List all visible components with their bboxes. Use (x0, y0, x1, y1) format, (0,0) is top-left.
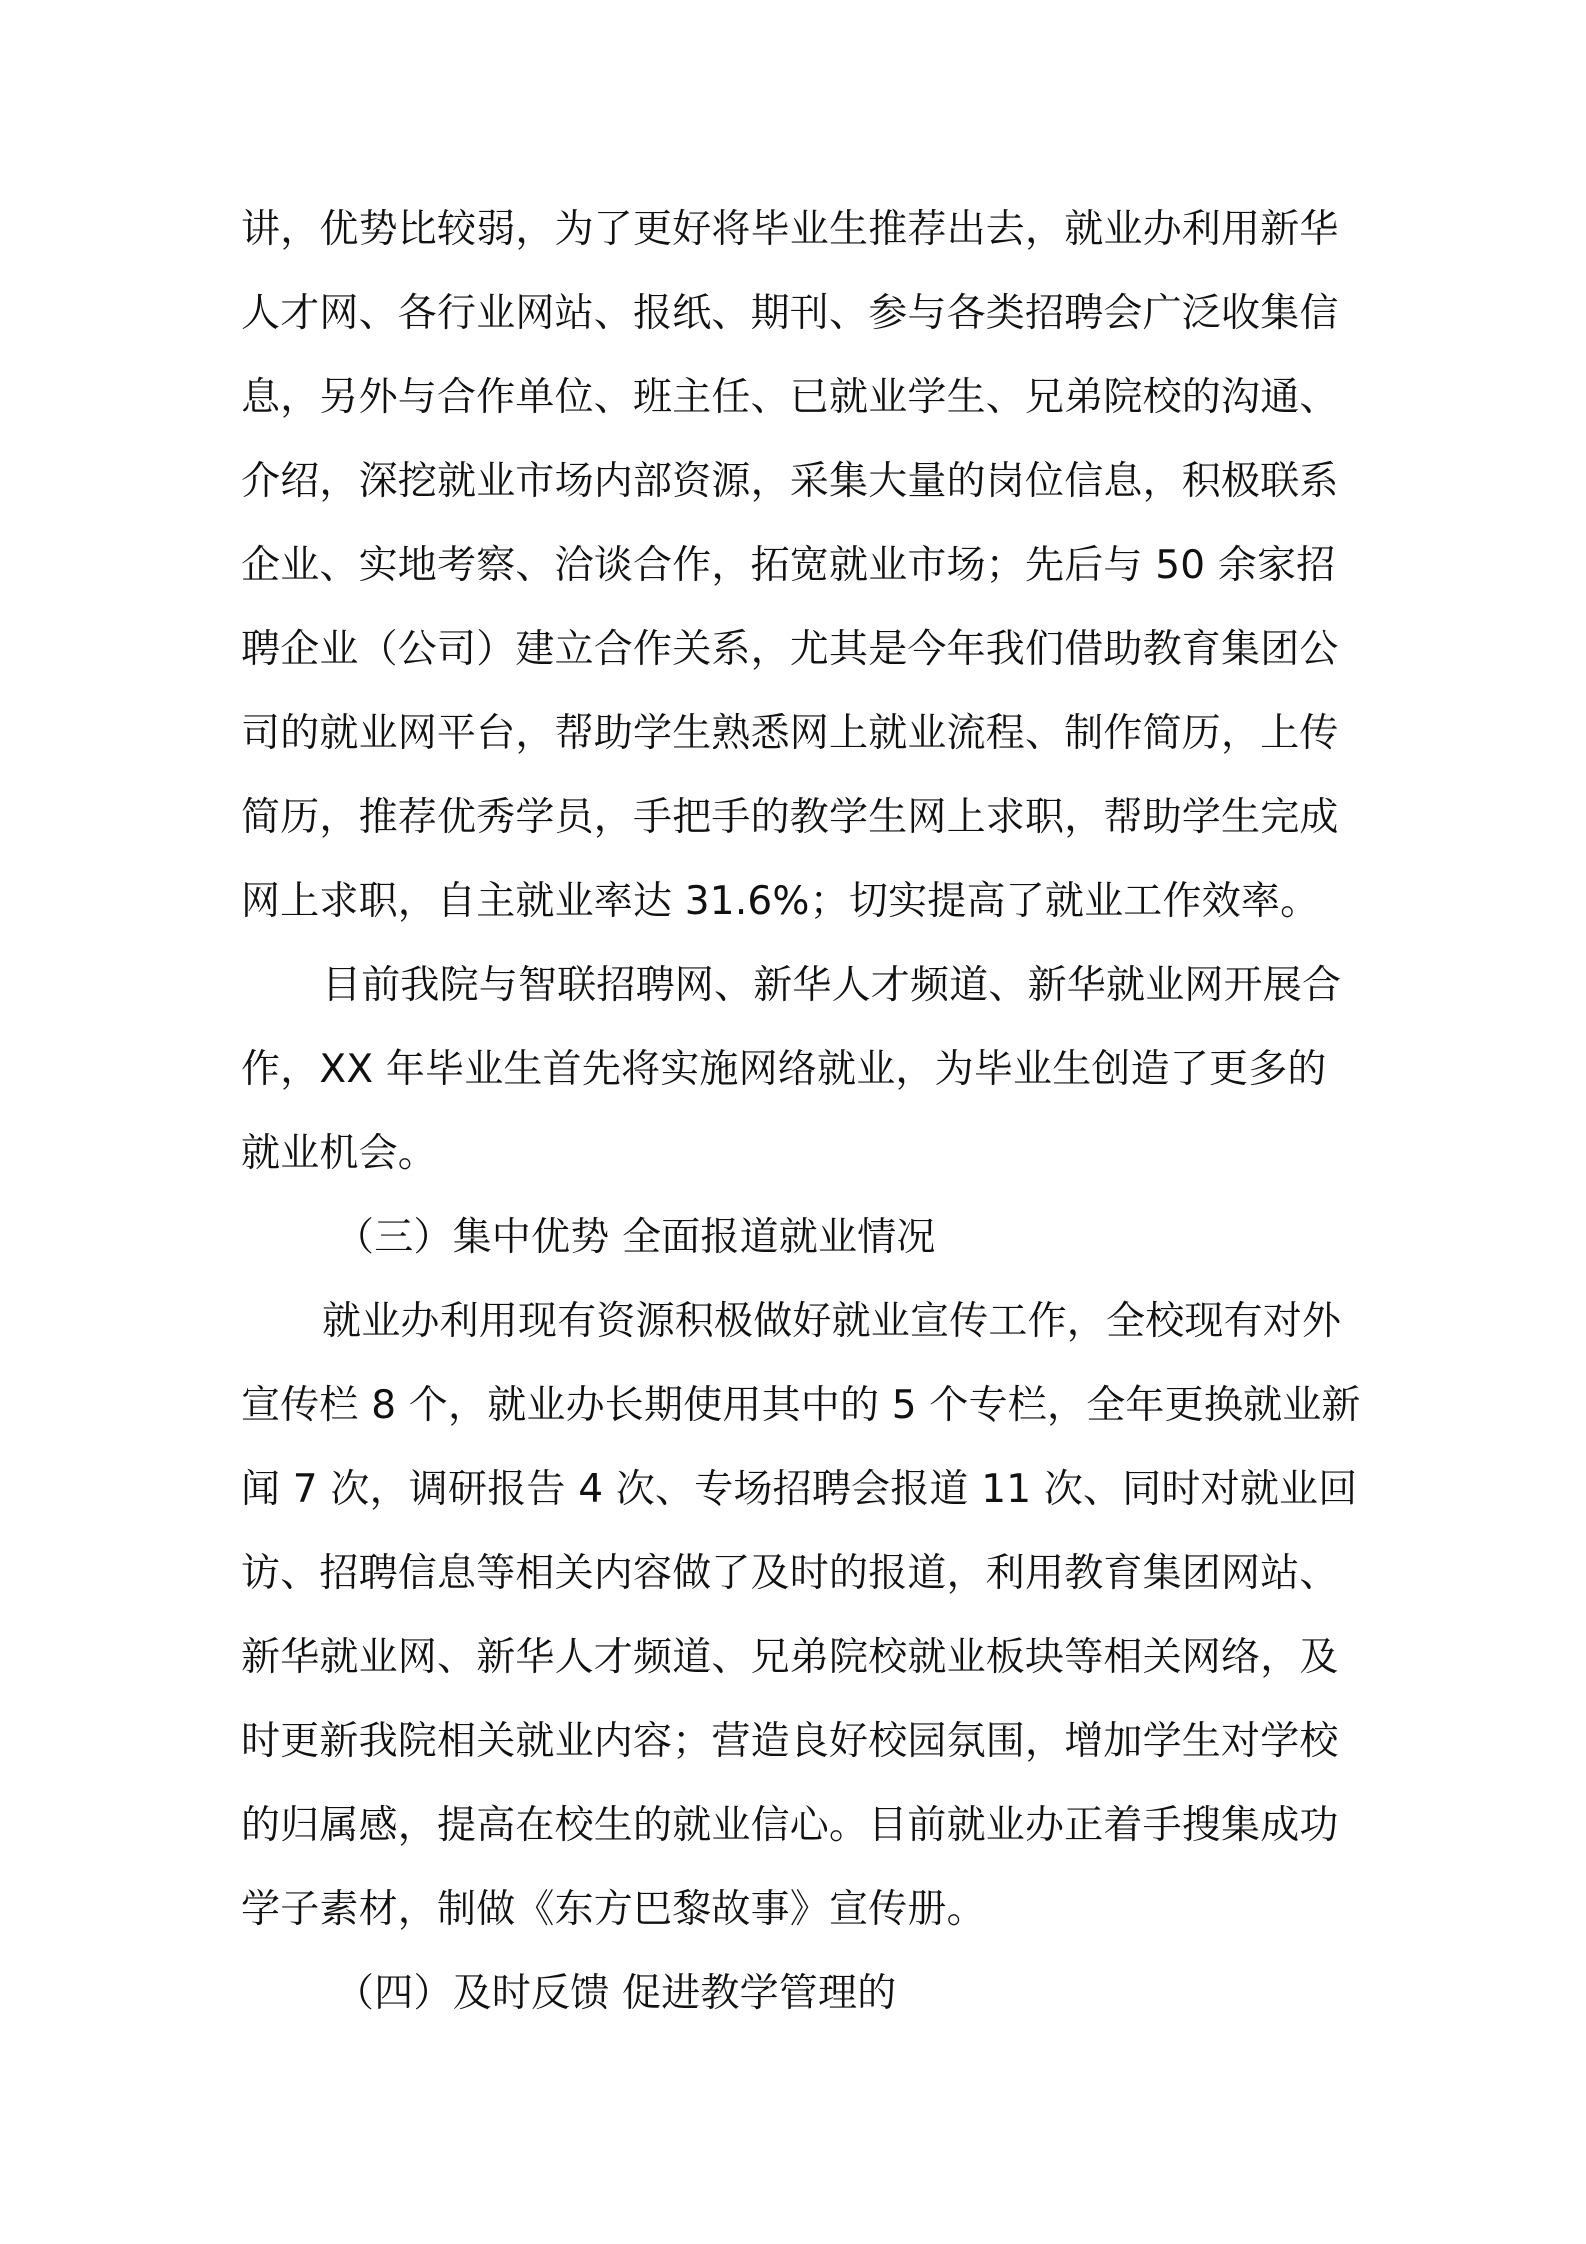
para2-line-1: 目前我院与智联招聘网、新华人才频道、新华就业网开展合 (322, 963, 1342, 1008)
para1-line-5: 企业、实地考察、洽谈合作，拓宽就业市场；先后与 50 余家招 (241, 543, 1336, 588)
para1-line-3: 息，另外与合作单位、班主任、已就业学生、兄弟院校的沟通、 (241, 375, 1339, 420)
section-heading-4: （四）及时反馈 促进教学管理的 (335, 1971, 897, 2016)
para3-line-2: 宣传栏 8 个，就业办长期使用其中的 5 个专栏，全年更换就业新 (241, 1383, 1361, 1428)
para1-line-9: 网上求职，自主就业率达 31.6%；切实提高了就业工作效率。 (241, 879, 1320, 924)
para3-line-5: 新华就业网、新华人才频道、兄弟院校就业板块等相关网络，及 (241, 1635, 1339, 1680)
para1-line-2: 人才网、各行业网站、报纸、期刊、参与各类招聘会广泛收集信 (241, 291, 1339, 336)
para3-line-3: 闻 7 次，调研报告 4 次、专场招聘会报道 11 次、同时对就业回 (241, 1467, 1358, 1512)
para3-line-7: 的归属感，提高在校生的就业信心。目前就业办正着手搜集成功 (241, 1803, 1339, 1848)
para3-line-6: 时更新我院相关就业内容；营造良好校园氛围，增加学生对学校 (241, 1719, 1339, 1764)
para1-line-4: 介绍，深挖就业市场内部资源，采集大量的岗位信息，积极联系 (241, 459, 1339, 504)
section-heading-3: （三）集中优势 全面报道就业情况 (335, 1215, 936, 1260)
para3-line-8: 学子素材，制做《东方巴黎故事》宣传册。 (241, 1887, 986, 1932)
para1-line-8: 简历，推荐优秀学员，手把手的教学生网上求职，帮助学生完成 (241, 795, 1339, 840)
para1-line-6: 聘企业（公司）建立合作关系，尤其是今年我们借助教育集团公 (241, 627, 1339, 672)
para2-line-3: 就业机会。 (241, 1131, 438, 1176)
para3-line-4: 访、招聘信息等相关内容做了及时的报道，利用教育集团网站、 (241, 1551, 1339, 1596)
para1-line-1: 讲，优势比较弱，为了更好将毕业生推荐出去，就业办利用新华 (241, 207, 1339, 252)
para1-line-7: 司的就业网平台，帮助学生熟悉网上就业流程、制作简历，上传 (241, 711, 1339, 756)
para3-line-1: 就业办利用现有资源积极做好就业宣传工作，全校现有对外 (322, 1299, 1342, 1344)
para2-line-2: 作，XX 年毕业生首先将实施网络就业，为毕业生创造了更多的 (241, 1047, 1327, 1092)
